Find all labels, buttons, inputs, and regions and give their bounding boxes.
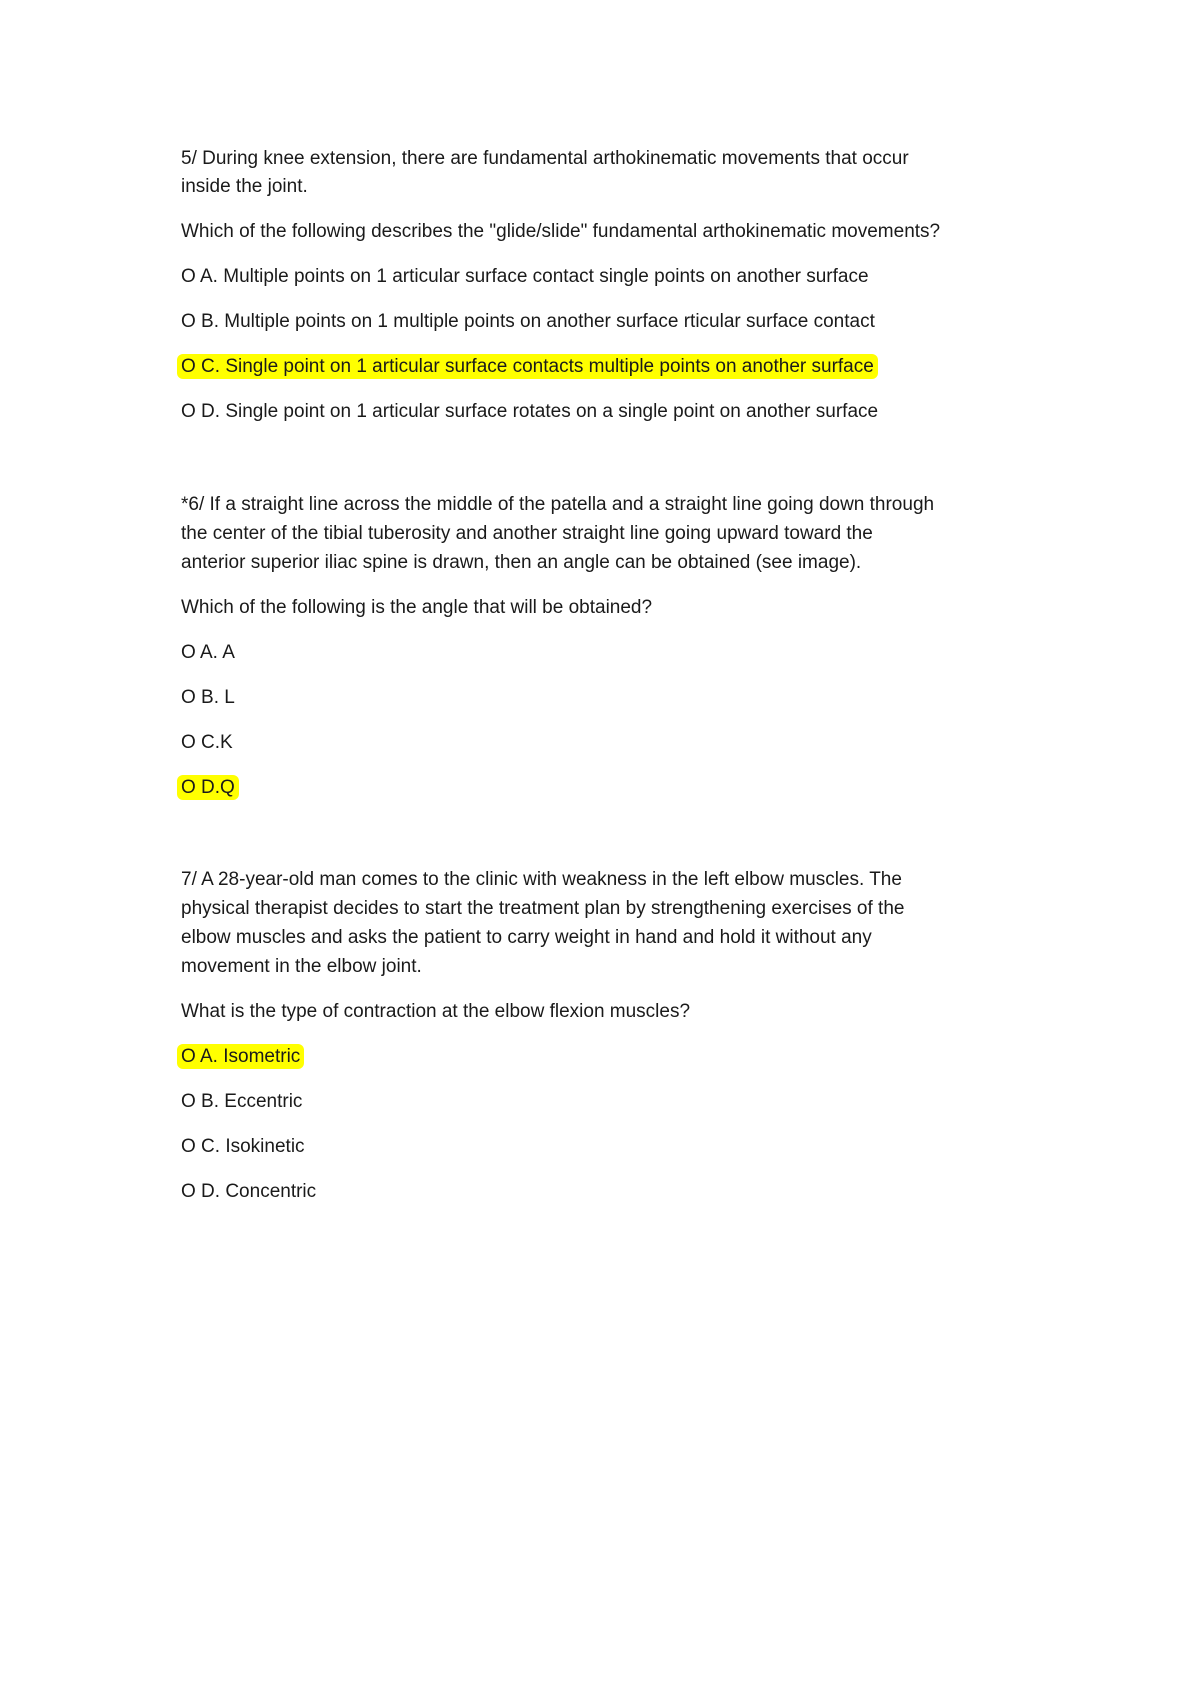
q5-option-a <box>181 262 869 292</box>
q5-stem-line-2: inside the joint. <box>181 176 308 197</box>
q6-prompt: Which of the following is the angle that will be obtained? <box>181 597 653 618</box>
q6-stem-line-3: anterior superior iliac spine is drawn, then an angle can be obtained (see image). <box>181 552 862 573</box>
q5-option-c-text-highlighted: O C. Single point on 1 articular surface contacts multiple points on another surface <box>177 354 878 379</box>
q7-option-a-text-highlighted: O A. Isometric <box>177 1044 304 1069</box>
q6-option-a-text: O A. A <box>181 642 235 663</box>
q7-option-a <box>181 1042 304 1072</box>
q5-option-b <box>181 307 875 337</box>
q5-option-a-text: O A. Multiple points on 1 articular surface contact single points on another surface <box>181 266 869 287</box>
q6-option-c-text: O C.K <box>181 732 233 753</box>
q6-stem-line-2: the center of the tibial tuberosity and another straight line going upward toward the <box>181 523 873 544</box>
q7-option-c <box>181 1132 305 1162</box>
q7-stem-line-4: movement in the elbow joint. <box>181 956 422 977</box>
q7-stem-line-2: physical therapist decides to start the treatment plan by strengthening exercises of the <box>181 898 905 919</box>
q6-option-d <box>181 773 239 803</box>
q5-option-b-text: O B. Multiple points on 1 multiple points on another surface rticular surface contact <box>181 311 875 332</box>
q7-option-d <box>181 1177 316 1207</box>
q6-option-b-text: O B. L <box>181 687 235 708</box>
q6-option-c <box>181 728 233 758</box>
q5-option-d <box>181 397 878 427</box>
q7-option-b <box>181 1087 302 1117</box>
q5-option-d-text: O D. Single point on 1 articular surface rotates on a single point on another surface <box>181 401 879 422</box>
q6-option-d-text-highlighted: O D.Q <box>177 775 239 800</box>
q7-option-c-text: O C. Isokinetic <box>181 1136 305 1157</box>
q7-option-b-text: O B. Eccentric <box>181 1091 303 1112</box>
q7-prompt: What is the type of contraction at the elbow flexion muscles? <box>181 1001 691 1022</box>
q5-prompt: Which of the following describes the "glide/slide" fundamental arthokinematic movements? <box>181 221 941 242</box>
q7-stem-line-1: 7/ A 28-year-old man comes to the clinic with weakness in the left elbow muscles. The <box>181 869 902 890</box>
q6-option-a <box>181 638 235 668</box>
q7-stem-line-3: elbow muscles and asks the patient to carry weight in hand and hold it without any <box>181 927 872 948</box>
q5-option-c <box>181 352 878 382</box>
q5-stem-line-1: 5/ During knee extension, there are fundamental arthokinematic movements that occur <box>181 148 909 169</box>
q7-option-d-text: O D. Concentric <box>181 1181 317 1202</box>
q6-stem-line-1: *6/ If a straight line across the middle of the patella and a straight line going down through <box>181 494 935 515</box>
q6-option-b <box>181 683 235 713</box>
